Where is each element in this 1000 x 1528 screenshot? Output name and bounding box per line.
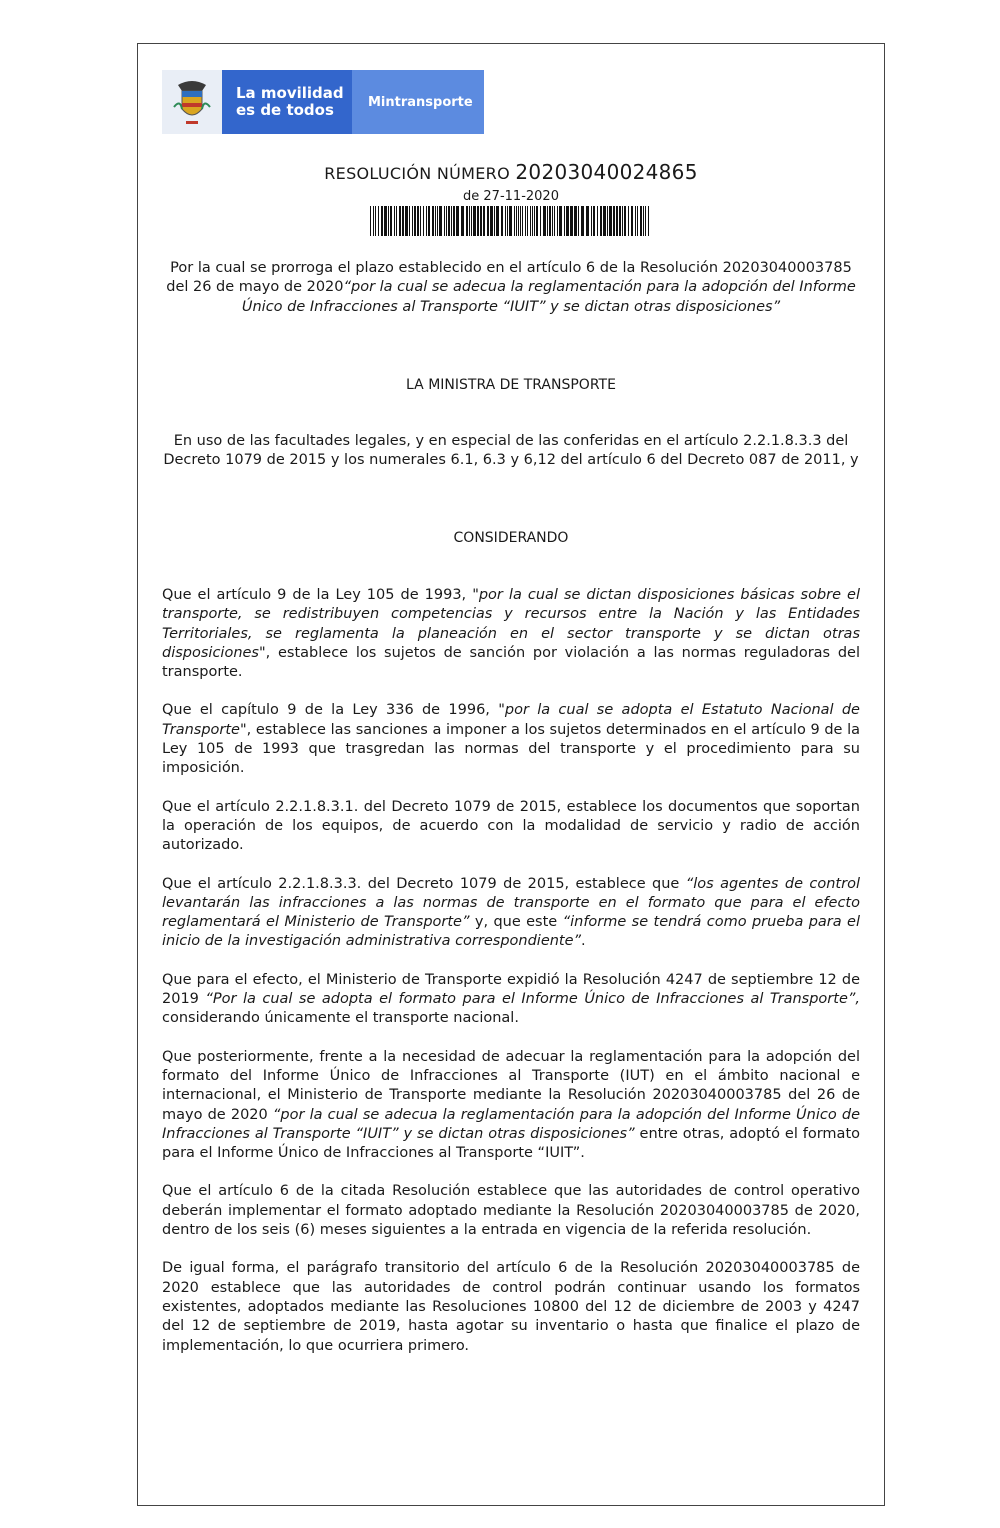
resolution-date: de 27-11-2020: [463, 189, 559, 204]
considerando-body: [162, 586, 860, 1375]
resolution-subject: [162, 259, 860, 317]
p4-text-end: .: [581, 933, 586, 950]
p2-text: Que el capítulo 9 de la Ley 336 de 1996,: [162, 702, 499, 719]
barcode: [370, 206, 652, 236]
subject-plain: Por la cual se prorroga el plazo establecido en el artículo 6 de la Resolución 20203040003785 del 26 de mayo de 2020: [166, 260, 852, 296]
resolution-label: RESOLUCIÓN NÚMERO: [324, 164, 510, 183]
logo-entity: Mintransporte: [352, 70, 484, 134]
p1-quote: "por la cual se dictan disposiciones básicas sobre el transporte, se redistribuyen competencias y recursos entre la Nación y las Entidades Territoriales, se reglamenta la planeación en el sector transporte y se dictan otras disposiciones": [162, 587, 860, 661]
p6-text: Que posteriormente, frente a la necesidad de adecuar la reglamentación para la adopción del formato del Informe Único de Infracciones al Transporte (IUT) en el ámbito nacional e internacional, el Ministerio de Transporte mediante la Resolución 20203040003785 del 26 de mayo de 2020: [162, 1048, 860, 1123]
p2-quote: "por la cual se adopta el Estatuto Nacional de Transporte": [162, 702, 860, 738]
ministra-heading: LA MINISTRA DE TRANSPORTE: [406, 377, 616, 393]
paragraph-3: Que el artículo 2.2.1.8.3.1. del Decreto 1079 de 2015, establece los documentos que soportan la operación de los equipos, de acuerdo con la modalidad de servicio y radio de acción autorizado.: [162, 798, 860, 854]
resolution-number: 20203040024865: [515, 160, 698, 184]
p5-quote: “Por la cual se adopta el formato para el Informe Único de Infracciones al Transporte”,: [205, 991, 860, 1008]
p1-text: Que el artículo 9 de la Ley 105 de 1993,: [162, 587, 473, 603]
considerando-heading: CONSIDERANDO: [453, 530, 569, 546]
facultades-text: En uso de las facultades legales, y en especial de las conferidas en el artículo 2.2.1.8.3.3 del Decreto 1079 de 2015 y los numerales 6.1, 6.3 y 6,12 del artículo 6 del Decreto 087 de 2011, y: [163, 433, 859, 469]
p1-text-end: , establece los sujetos de sanción por violación a las normas reguladoras del transporte.: [162, 644, 860, 681]
paragraph-2: [162, 701, 860, 778]
p4-quote-1: “los agentes de control levantarán las infracciones a las normas de transporte en el formato que para el efecto reglamentará el Ministerio de Transporte”: [162, 875, 860, 931]
logo-slogan-line2: es de todos: [236, 101, 334, 119]
coat-of-arms-icon: [162, 70, 222, 134]
logo-slogan-line1: La movilidad: [236, 84, 344, 102]
p4-text: Que el artículo 2.2.1.8.3.3. del Decreto 1079 de 2015, establece que: [162, 875, 686, 892]
paragraph-7: Que el artículo 6 de la citada Resolución establece que las autoridades de control operativo deberán implementar el formato adoptado mediante la Resolución 20203040003785 de 2020, dentro de los seis (6) meses siguientes a la entrada en vigencia de la referida resolución.: [162, 1183, 860, 1239]
p4-quote-2: “informe se tendrá como prueba para el inicio de la investigación administrativa correspondiente”: [162, 914, 860, 950]
resolution-title: [137, 160, 885, 184]
mintransporte-logo: [162, 70, 484, 134]
paragraph-4: [162, 875, 860, 952]
logo-slogan: [222, 70, 352, 134]
p2-text-end: , establece las sanciones a imponer a los sujetos determinados en el artículo 9 de la Ley 105 de 1993 que trasgredan las normas del transporte y el procedimiento para su imposición.: [162, 721, 860, 777]
p4-text-mid: y, que este: [469, 914, 563, 931]
p6-quote: “por la cual se adecua la reglamentación para la adopción del Informe Único de Infracciones al Transporte “IUIT” y se dictan otras disposiciones”: [162, 1106, 860, 1142]
paragraph-1: [162, 586, 860, 682]
paragraph-6: [162, 1048, 860, 1164]
paragraph-8: De igual forma, el parágrafo transitorio del artículo 6 de la Resolución 20203040003785 de 2020 establece que las autoridades de control podrán continuar usando los formatos existentes, adoptados mediante las Resoluciones 10800 del 12 de diciembre de 2003 y 4247 del 12 de septiembre de 2019, hasta agotar su inventario o hasta que finalice el plazo de implementación, lo que ocurriera primero.: [162, 1260, 860, 1354]
p6-text-end: entre otras, adoptó el formato para el Informe Único de Infracciones al Transporte “IUIT”.: [162, 1125, 860, 1162]
paragraph-5: [162, 971, 860, 1029]
p5-text-end: considerando únicamente el transporte nacional.: [162, 1010, 519, 1027]
subject-italic: “por la cual se adecua la reglamentación para la adopción del Informe Único de Infracciones al Transporte “IUIT” y se dictan otras disposiciones”: [241, 279, 856, 315]
p5-text: Que para el efecto, el Ministerio de Transporte expidió la Resolución 4247 de septiembre 12 de 2019: [162, 971, 860, 1008]
